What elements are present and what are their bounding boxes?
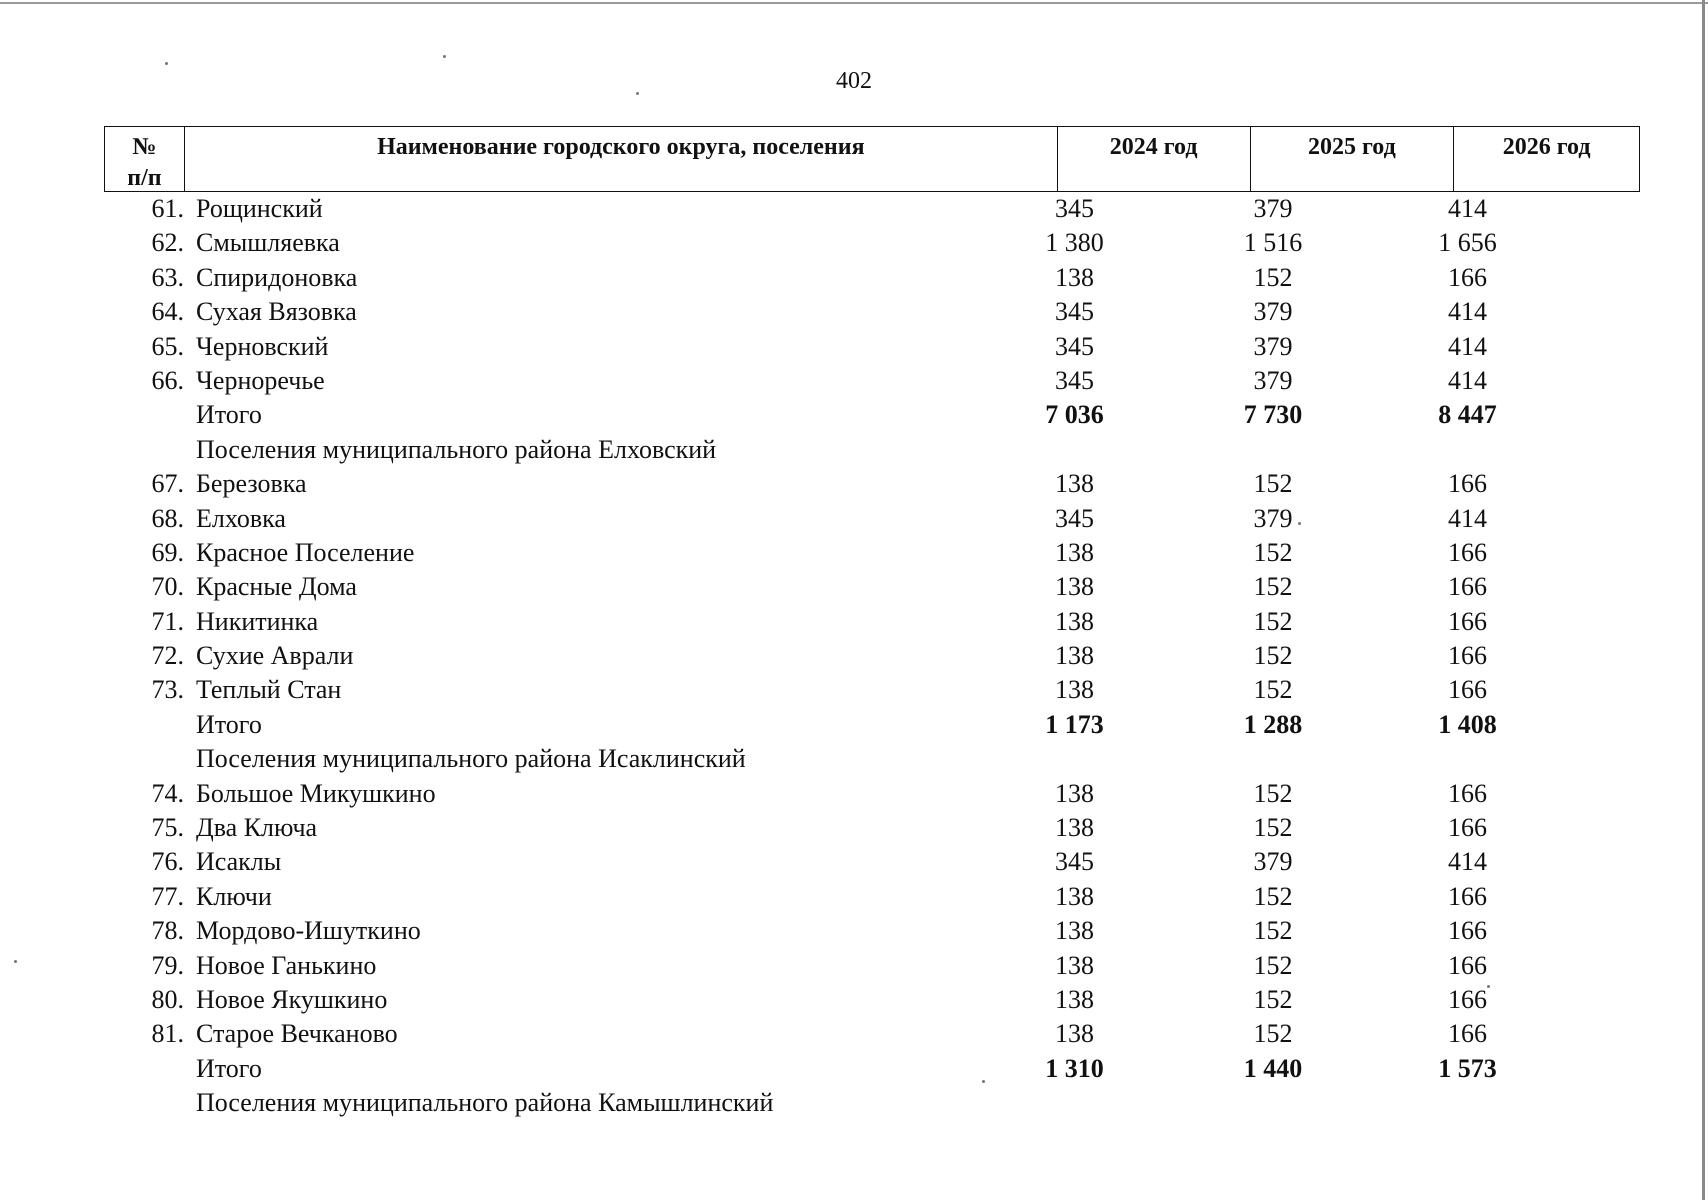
value-2024: 138 xyxy=(1055,641,1094,671)
value-2026: 414 xyxy=(1448,847,1487,877)
value-2026: 166 xyxy=(1448,1019,1487,1049)
value-2025 xyxy=(1171,433,1375,467)
row-number-text: 70. xyxy=(151,572,184,602)
settlement-name: Исаклы xyxy=(196,847,282,877)
value-2025: 152 xyxy=(1253,641,1293,671)
value-2024: 138 xyxy=(1055,606,1094,636)
table-row xyxy=(104,502,1640,536)
scan-edge-top xyxy=(0,2,1708,4)
value-2026: 166 xyxy=(1448,984,1487,1014)
value-2025: 1 288 xyxy=(1243,709,1303,739)
value-2025: 152 xyxy=(1253,537,1293,567)
table-row xyxy=(104,949,1640,983)
value-2025: 152 xyxy=(1253,950,1293,980)
row-number-text: 76. xyxy=(151,847,184,877)
row-number-text: 74. xyxy=(151,778,184,808)
value-2026: 166 xyxy=(1448,641,1487,671)
value-2024: 138 xyxy=(1055,950,1094,980)
value-2025: 152 xyxy=(1253,881,1293,911)
header-2025: 2025 год xyxy=(1251,127,1455,191)
settlement-name: Никитинка xyxy=(196,606,319,636)
settlement-name: Красное Поселение xyxy=(196,537,415,567)
value-2025: 152 xyxy=(1253,1019,1293,1049)
row-number-text: 67. xyxy=(151,469,184,499)
settlement-name: Новое Якушкино xyxy=(196,984,388,1014)
value-2026: 166 xyxy=(1448,572,1487,602)
row-number-text: 77. xyxy=(151,881,184,911)
value-2026: 1 656 xyxy=(1438,228,1497,258)
table-row-total xyxy=(104,398,1640,432)
value-2026: 166 xyxy=(1448,469,1487,499)
table-row xyxy=(104,983,1640,1017)
row-number-text: 80. xyxy=(151,984,184,1014)
table-row-section xyxy=(104,433,1640,467)
table-row xyxy=(104,845,1640,879)
table-row-total xyxy=(104,708,1640,742)
value-2024: 138 xyxy=(1055,881,1094,911)
settlement-name: Мордово-Ишуткино xyxy=(196,916,421,946)
table-row xyxy=(104,639,1640,673)
value-2025: 379 xyxy=(1253,331,1293,361)
header-name: Наименование городского округа, поселения xyxy=(185,127,1058,191)
value-2024: 138 xyxy=(1055,537,1094,567)
row-number-text: 73. xyxy=(151,675,184,705)
value-2026: 166 xyxy=(1448,881,1487,911)
table-row xyxy=(104,605,1640,639)
row-number-text: 71. xyxy=(151,606,184,636)
value-2026: 166 xyxy=(1448,778,1487,808)
table-row xyxy=(104,536,1640,570)
row-number-text: 64. xyxy=(151,297,184,327)
value-2025: 379 xyxy=(1253,847,1293,877)
value-2026: 414 xyxy=(1448,194,1487,223)
table-row xyxy=(104,364,1640,398)
value-2024: 138 xyxy=(1055,984,1094,1014)
value-2024: 138 xyxy=(1055,675,1094,705)
settlement-name: Сухие Аврали xyxy=(196,641,354,671)
settlement-name: Сухая Вязовка xyxy=(196,297,357,327)
value-2024: 138 xyxy=(1055,916,1094,946)
value-2025: 152 xyxy=(1253,675,1293,705)
table-body xyxy=(104,192,1640,1121)
value-2024: 345 xyxy=(1055,331,1094,361)
value-2025: 152 xyxy=(1253,813,1293,843)
table-row xyxy=(104,777,1640,811)
settlement-name: Новое Ганькино xyxy=(196,950,377,980)
row-number-text: 69. xyxy=(151,537,184,567)
table-row xyxy=(104,811,1640,845)
value-2024: 138 xyxy=(1055,778,1094,808)
value-2026: 414 xyxy=(1448,503,1487,533)
row-number-text: 78. xyxy=(151,916,184,946)
table-row xyxy=(104,570,1640,604)
value-2026: 414 xyxy=(1448,365,1487,395)
table-row xyxy=(104,914,1640,948)
value-2024: 345 xyxy=(1055,297,1094,327)
value-2025: 379 xyxy=(1253,503,1293,533)
header-num: № п/п xyxy=(105,127,185,191)
settlement-name: Два Ключа xyxy=(196,813,318,843)
value-2025: 1 440 xyxy=(1243,1053,1303,1083)
value-2026: 1 573 xyxy=(1438,1053,1497,1083)
value-2024: 138 xyxy=(1055,572,1094,602)
table-row xyxy=(104,226,1640,260)
table-row xyxy=(104,330,1640,364)
value-2025: 152 xyxy=(1253,606,1293,636)
table-row xyxy=(104,192,1640,226)
table-row-section xyxy=(104,1086,1640,1120)
settlement-name: Итого xyxy=(196,400,262,430)
table-row-total xyxy=(104,1052,1640,1086)
value-2025: 152 xyxy=(1253,916,1293,946)
value-2025 xyxy=(1171,1086,1375,1120)
value-2025: 152 xyxy=(1253,572,1293,602)
table-row xyxy=(104,261,1640,295)
value-2025: 7 730 xyxy=(1243,400,1303,430)
settlement-name: Итого xyxy=(196,1053,262,1083)
settlement-name: Большое Микушкино xyxy=(196,778,436,808)
row-number-text: 68. xyxy=(151,503,184,533)
value-2024: 1 310 xyxy=(1045,1053,1104,1083)
scan-speck xyxy=(443,55,446,58)
row-number-text: 66. xyxy=(151,365,184,395)
settlement-name: Рощинский xyxy=(196,194,323,223)
value-2026: 166 xyxy=(1448,606,1487,636)
settlement-name: Старое Вечканово xyxy=(196,1019,398,1049)
section-title: Поселения муниципального района Исаклинский xyxy=(196,744,746,774)
header-2024: 2024 год xyxy=(1058,127,1251,191)
value-2024: 1 380 xyxy=(1045,228,1104,258)
scan-edge-right xyxy=(1702,0,1705,1200)
row-number-text: 65. xyxy=(151,331,184,361)
value-2024: 138 xyxy=(1055,262,1094,292)
scan-speck xyxy=(14,960,17,963)
value-2025: 152 xyxy=(1253,984,1293,1014)
value-2024: 345 xyxy=(1055,194,1094,223)
row-number-text: 79. xyxy=(151,950,184,980)
settlement-name: Ключи xyxy=(196,881,272,911)
table-row-section xyxy=(104,742,1640,776)
value-2024: 1 173 xyxy=(1045,709,1104,739)
settlement-name: Елховка xyxy=(196,503,286,533)
settlement-name: Черновский xyxy=(196,331,329,361)
value-2026: 166 xyxy=(1448,813,1487,843)
row-number-text: 72. xyxy=(151,641,184,671)
settlement-name: Красные Дома xyxy=(196,572,357,602)
section-title: Поселения муниципального района Елховский xyxy=(196,434,717,464)
value-2026: 8 447 xyxy=(1438,400,1497,430)
value-2025 xyxy=(1171,742,1375,776)
value-2026: 1 408 xyxy=(1438,709,1497,739)
value-2026: 414 xyxy=(1448,297,1487,327)
row-number-text: 62. xyxy=(151,228,184,258)
row-number-text: 81. xyxy=(151,1019,184,1049)
value-2025: 152 xyxy=(1253,262,1293,292)
value-2026: 414 xyxy=(1448,331,1487,361)
row-number-text: 63. xyxy=(151,262,184,292)
value-2026 xyxy=(1375,1086,1560,1120)
table-header xyxy=(104,126,1640,192)
value-2024 xyxy=(978,742,1171,776)
table-row xyxy=(104,295,1640,329)
value-2026: 166 xyxy=(1448,916,1487,946)
row-number-text: 61. xyxy=(151,194,184,223)
value-2025: 379 xyxy=(1253,194,1293,223)
value-2024 xyxy=(978,1086,1171,1120)
value-2025: 379 xyxy=(1253,365,1293,395)
page-number: 402 xyxy=(836,68,872,94)
row-number-text: 75. xyxy=(151,813,184,843)
table-row xyxy=(104,1017,1640,1051)
value-2025: 152 xyxy=(1253,469,1293,499)
settlement-name: Черноречье xyxy=(196,365,325,395)
section-title: Поселения муниципального района Камышлинский xyxy=(196,1088,774,1118)
value-2026 xyxy=(1375,433,1560,467)
value-2024: 7 036 xyxy=(1045,400,1104,430)
value-2024: 345 xyxy=(1055,503,1094,533)
value-2026: 166 xyxy=(1448,675,1487,705)
settlement-name: Березовка xyxy=(196,469,307,499)
settlement-name: Итого xyxy=(196,709,262,739)
table-row xyxy=(104,673,1640,707)
settlement-name: Теплый Стан xyxy=(196,675,342,705)
value-2024: 138 xyxy=(1055,1019,1094,1049)
header-2026: 2026 год xyxy=(1502,134,1591,160)
table-row xyxy=(104,467,1640,501)
value-2024 xyxy=(978,433,1171,467)
value-2025: 379 xyxy=(1253,297,1293,327)
value-2026: 166 xyxy=(1448,950,1487,980)
value-2026 xyxy=(1375,742,1560,776)
value-2025: 152 xyxy=(1253,778,1293,808)
value-2024: 345 xyxy=(1055,365,1094,395)
settlement-name: Спиридоновка xyxy=(196,262,358,292)
value-2024: 138 xyxy=(1055,813,1094,843)
value-2026: 166 xyxy=(1448,537,1487,567)
settlement-name: Смышляевка xyxy=(196,228,340,258)
value-2024: 138 xyxy=(1055,469,1094,499)
table-row xyxy=(104,880,1640,914)
scan-speck xyxy=(165,62,168,65)
value-2025: 1 516 xyxy=(1243,228,1303,258)
value-2024: 345 xyxy=(1055,847,1094,877)
value-2026: 166 xyxy=(1448,262,1487,292)
